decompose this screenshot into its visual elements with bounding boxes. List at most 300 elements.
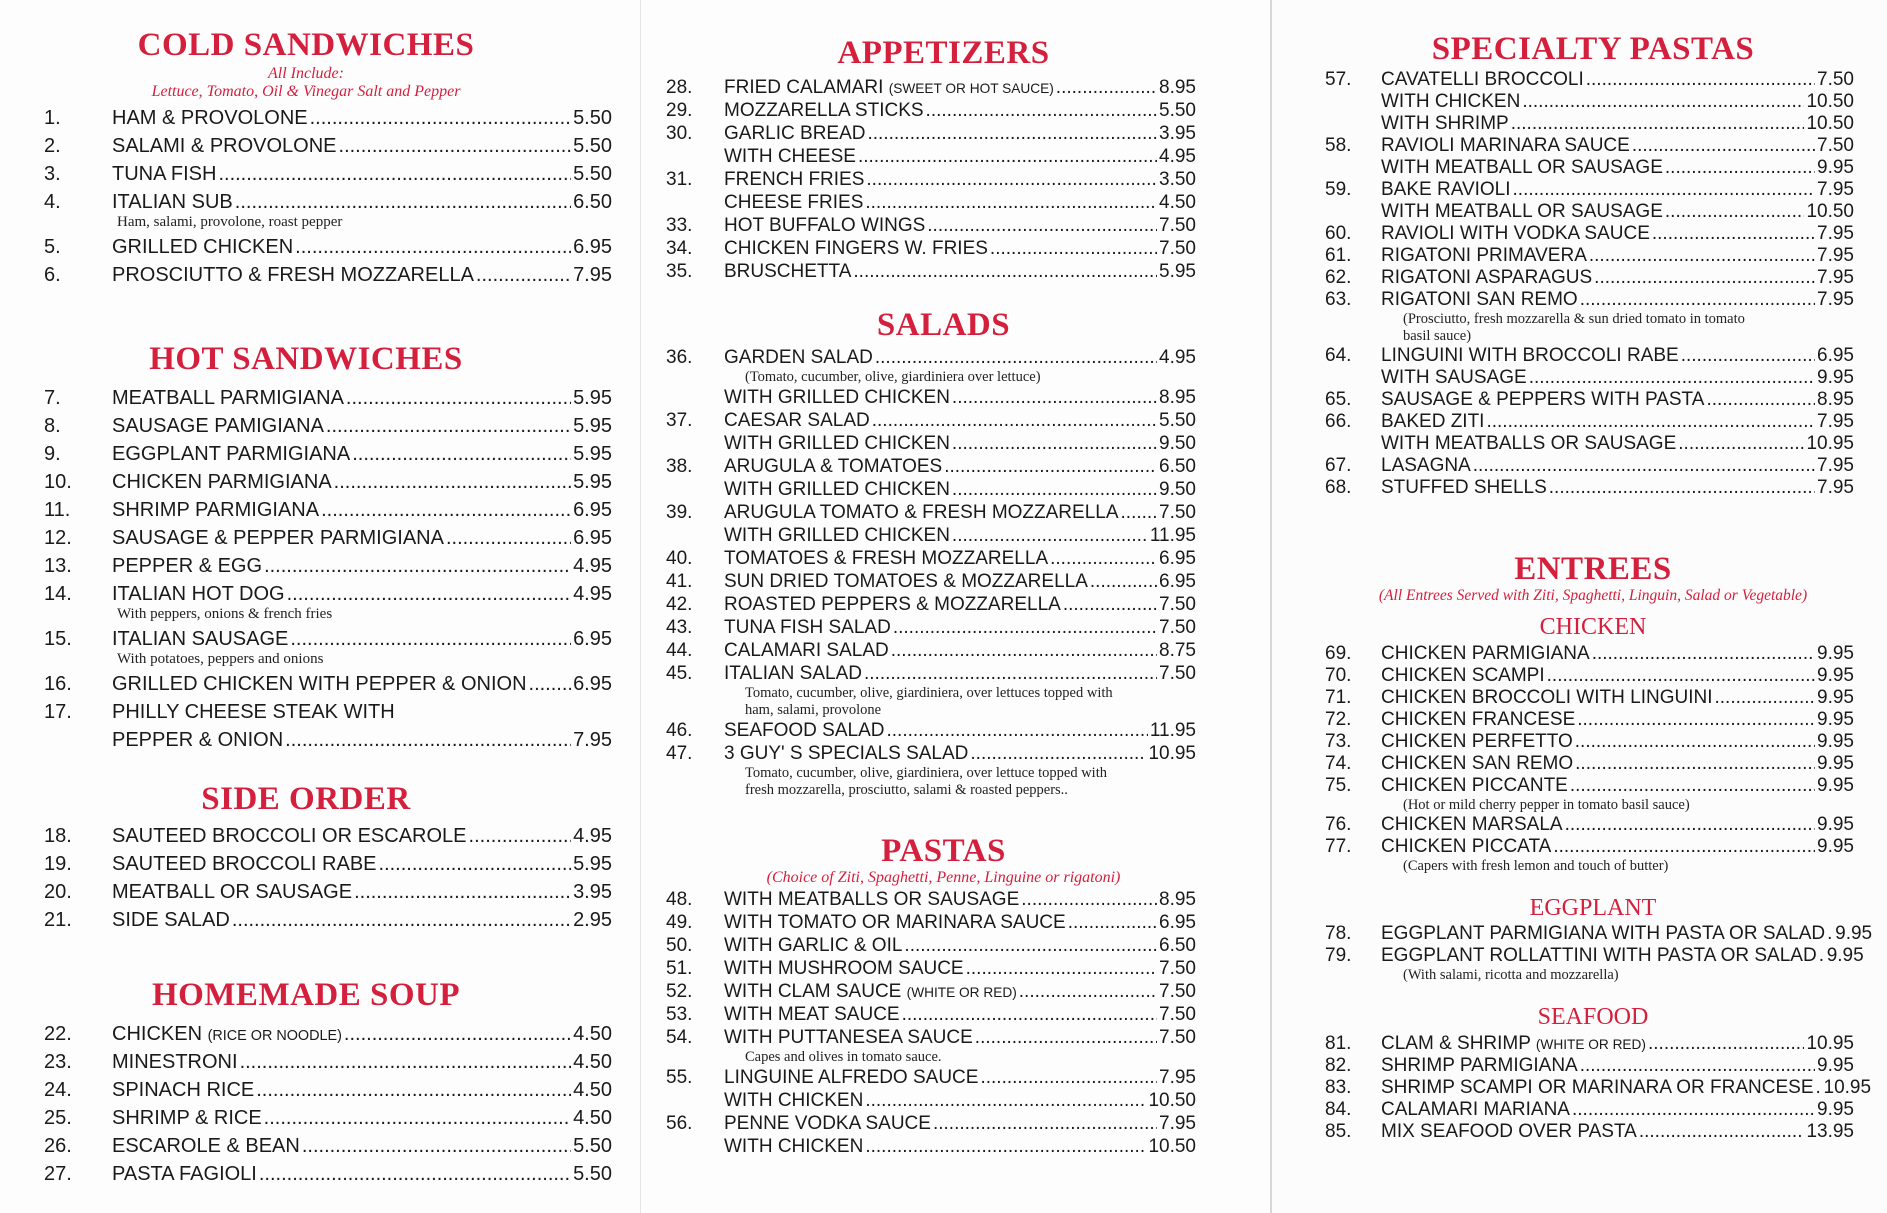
menu-item-row xyxy=(1272,345,1854,367)
menu-item-row xyxy=(1272,201,1854,223)
item-list xyxy=(641,347,1196,799)
menu-item-row xyxy=(0,673,612,696)
item-number: 23. xyxy=(44,1050,72,1073)
item-name xyxy=(1381,179,1511,201)
item-price: 9.50 xyxy=(1159,478,1196,500)
menu-item xyxy=(641,215,1196,237)
item-price: 5.50 xyxy=(573,1134,612,1157)
dot-leader xyxy=(1575,731,1815,753)
subcategory-seafood: SEAFOOD xyxy=(1537,1004,1649,1031)
item-number: 60. xyxy=(1325,222,1352,244)
item-name xyxy=(724,663,862,685)
item-description: (With salami, ricotta and mozzarella) xyxy=(1403,967,1619,984)
item-name-text: CHICKEN PARMIGIANA xyxy=(112,470,332,493)
item-number: 13. xyxy=(44,554,72,577)
item-name xyxy=(724,502,1119,524)
section-subtitle: (Choice of Ziti, Spaghetti, Penne, Linguine or rigatoni) xyxy=(766,868,1121,886)
dot-leader xyxy=(1577,709,1815,731)
item-name xyxy=(724,238,988,260)
dot-leader xyxy=(975,1027,1157,1049)
menu-item-row xyxy=(0,825,612,848)
item-number: 6. xyxy=(44,264,61,287)
item-description: fresh mozzarella, prosciutto, salami & roasted peppers.. xyxy=(745,781,1068,798)
menu-item xyxy=(1272,223,1854,245)
item-number: 85. xyxy=(1325,1120,1352,1142)
item-name xyxy=(1381,223,1650,245)
dot-leader xyxy=(865,1136,1146,1158)
item-price: 7.95 xyxy=(1817,266,1854,288)
item-name-text: WITH MEAT SAUCE xyxy=(724,1004,900,1026)
item-price: 10.50 xyxy=(1148,1136,1196,1158)
menu-item-row xyxy=(0,236,612,259)
menu-item-row xyxy=(1272,267,1854,289)
item-name-text: WITH CHICKEN xyxy=(1381,90,1521,112)
item-price: 7.95 xyxy=(1817,410,1854,432)
dot-leader xyxy=(865,1090,1146,1112)
menu-item xyxy=(0,415,612,438)
item-name xyxy=(1381,433,1676,455)
menu-item xyxy=(1272,367,1854,389)
item-list xyxy=(0,387,612,752)
item-name xyxy=(1381,113,1509,135)
menu-item xyxy=(641,347,1196,386)
item-name-text: CALAMARI SALAD xyxy=(724,639,889,661)
menu-item-row xyxy=(1272,665,1854,687)
item-price: 6.95 xyxy=(573,672,612,695)
item-number: 46. xyxy=(666,719,693,741)
item-name-text: SIDE SALAD xyxy=(112,908,230,931)
menu-item-row xyxy=(641,571,1196,593)
item-price: 11.95 xyxy=(1149,719,1196,741)
subcategory-eggplant: EGGPLANT xyxy=(1529,894,1657,921)
item-number: 34. xyxy=(666,237,693,259)
menu-item-row xyxy=(1272,836,1854,858)
dot-leader xyxy=(1121,502,1158,524)
item-name-text: SUN DRIED TOMATOES & MOZZARELLA xyxy=(724,570,1088,592)
item-name-text: CAVATELLI BROCCOLI xyxy=(1381,68,1584,90)
section-title: HOT SANDWICHES xyxy=(149,341,463,377)
item-description: (Tomato, cucumber, olive, giardiniera over lettuce) xyxy=(745,368,1041,385)
menu-item-row xyxy=(0,583,612,606)
item-name xyxy=(724,410,870,432)
menu-item xyxy=(641,640,1196,662)
item-price: 7.95 xyxy=(1817,288,1854,310)
menu-item xyxy=(0,1051,612,1074)
item-price: 6.50 xyxy=(573,191,612,214)
item-description: Tomato, cucumber, olive, giardiniera, over lettuce topped with xyxy=(745,764,1107,781)
dot-leader xyxy=(927,215,1157,237)
item-price: 4.50 xyxy=(573,1022,612,1045)
menu-item xyxy=(0,443,612,466)
item-price: 7.50 xyxy=(1159,237,1196,259)
item-name-text: WITH MEATBALL OR SAUSAGE xyxy=(1381,200,1663,222)
item-name xyxy=(724,1067,978,1089)
item-name-text: LASAGNA xyxy=(1381,454,1471,476)
item-number: 53. xyxy=(666,1004,693,1026)
item-price: 10.95 xyxy=(1148,742,1196,764)
item-name-text: SAUSAGE & PEPPER PARMIGIANA xyxy=(112,526,444,549)
dot-leader xyxy=(256,1079,571,1102)
menu-item-row xyxy=(641,889,1196,911)
item-number: 44. xyxy=(666,639,693,661)
item-price: 3.95 xyxy=(573,880,612,903)
menu-item-row xyxy=(641,410,1196,432)
item-name-text: CALAMARI MARIANA xyxy=(1381,1098,1570,1120)
dot-leader xyxy=(1665,157,1815,179)
item-name xyxy=(1381,455,1471,477)
item-name-text: ESCAROLE & BEAN xyxy=(112,1134,300,1157)
menu-item xyxy=(0,527,612,550)
dot-leader xyxy=(944,456,1157,478)
dot-leader xyxy=(1486,411,1815,433)
item-name xyxy=(112,909,230,932)
menu-item-row xyxy=(1272,455,1854,477)
dot-leader xyxy=(980,1067,1157,1089)
item-number: 31. xyxy=(666,168,693,190)
dot-leader xyxy=(1050,548,1157,570)
menu-item-row xyxy=(0,264,612,287)
item-price: 5.50 xyxy=(1159,409,1196,431)
dot-leader xyxy=(864,663,1157,685)
item-name-text: WITH GRILLED CHICKEN xyxy=(724,386,950,408)
item-price: 9.95 xyxy=(1817,1098,1854,1120)
menu-item xyxy=(641,617,1196,639)
menu-item xyxy=(0,853,612,876)
item-price: 6.95 xyxy=(1159,912,1196,934)
dot-leader xyxy=(285,729,571,752)
item-price: 6.95 xyxy=(573,498,612,521)
menu-item-row xyxy=(641,548,1196,570)
menu-item-row xyxy=(641,1004,1196,1026)
menu-item-row xyxy=(1272,1076,1872,1099)
item-name-text: CHICKEN SCAMPI xyxy=(1381,664,1545,686)
item-price: 8.95 xyxy=(1159,76,1196,98)
dot-leader xyxy=(295,236,571,259)
item-name-text: RIGATONI SAN REMO xyxy=(1381,288,1578,310)
menu-item xyxy=(1272,775,1854,814)
item-name-text: LINGUINE ALFREDO SAUCE xyxy=(724,1067,979,1089)
item-description: Tomato, cucumber, olive, giardiniera, over lettuces topped with xyxy=(745,684,1113,701)
menu-item xyxy=(1272,1076,1872,1099)
item-list xyxy=(0,825,612,932)
menu-item-row xyxy=(641,387,1196,409)
item-name xyxy=(1381,135,1630,157)
item-number: 56. xyxy=(666,1113,693,1135)
item-price: 6.50 xyxy=(1159,455,1196,477)
dot-leader xyxy=(872,410,1157,432)
dot-leader xyxy=(1529,367,1815,389)
item-name-text: PASTA FAGIOLI xyxy=(112,1162,257,1185)
menu-item-row xyxy=(1272,367,1854,389)
item-name-text: SAUSAGE PAMIGIANA xyxy=(112,414,324,437)
menu-item xyxy=(1272,731,1854,753)
item-name-text: WITH MEATBALLS OR SAUSAGE xyxy=(724,889,1020,911)
item-name-text: EGGPLANT PARMIGIANA xyxy=(112,442,351,465)
menu-item xyxy=(641,1113,1196,1135)
item-price: 7.50 xyxy=(1817,68,1854,90)
menu-item-row xyxy=(641,981,1196,1003)
item-price: 7.50 xyxy=(1159,1027,1196,1049)
item-price: 9.95 xyxy=(1826,945,1864,967)
dot-leader xyxy=(1553,836,1815,858)
dot-leader xyxy=(264,1107,571,1130)
item-price: 4.95 xyxy=(1159,145,1196,167)
item-description: (Prosciutto, fresh mozzarella & sun dried tomato in tomato xyxy=(1403,310,1745,327)
menu-item-row xyxy=(641,912,1196,934)
item-number: 40. xyxy=(666,547,693,569)
menu-item xyxy=(0,191,612,231)
item-price: 7.95 xyxy=(1817,222,1854,244)
item-name-text: ARUGULA TOMATO & FRESH MOZZARELLA xyxy=(724,501,1119,523)
menu-item xyxy=(641,571,1196,593)
item-price: 10.95 xyxy=(1823,1076,1872,1098)
item-name-text: CLAM & SHRIMP xyxy=(1381,1032,1531,1054)
item-price: 4.50 xyxy=(573,1078,612,1101)
item-name-text: CHICKEN FRANCESE xyxy=(1381,708,1576,730)
menu-item xyxy=(0,471,612,494)
item-name xyxy=(1381,775,1568,797)
item-name-text: SPINACH RICE xyxy=(112,1078,255,1101)
dot-leader xyxy=(1827,923,1833,945)
menu-item-row xyxy=(0,1023,612,1046)
dot-leader xyxy=(1678,433,1804,455)
item-name xyxy=(1381,289,1578,311)
menu-item xyxy=(1272,179,1854,201)
item-number: 83. xyxy=(1325,1076,1352,1098)
dot-leader xyxy=(1580,289,1815,311)
menu-item xyxy=(0,1163,612,1186)
item-description: With peppers, onions & french fries xyxy=(117,605,333,622)
item-name xyxy=(112,443,350,466)
item-price: 5.95 xyxy=(573,470,612,493)
item-name xyxy=(1381,389,1704,411)
menu-item-row xyxy=(1272,1121,1854,1143)
item-name xyxy=(724,261,851,283)
item-name-text: CHICKEN PICCATA xyxy=(1381,835,1552,857)
item-name xyxy=(724,1113,931,1135)
menu-item-row xyxy=(641,1136,1196,1158)
menu-item xyxy=(0,1135,612,1158)
item-name-text: CHICKEN PARMIGIANA xyxy=(1381,642,1590,664)
menu-item-row xyxy=(1272,753,1854,775)
menu-item xyxy=(641,935,1196,957)
dot-leader xyxy=(334,471,571,494)
menu-item-row xyxy=(641,1113,1196,1135)
item-number: 51. xyxy=(666,958,693,980)
menu-item-row xyxy=(641,77,1196,99)
menu-item-row xyxy=(0,415,612,438)
item-name xyxy=(724,594,1061,616)
item-number: 12. xyxy=(44,526,72,549)
menu-item xyxy=(641,548,1196,570)
item-number: 30. xyxy=(666,122,693,144)
menu-item-row xyxy=(641,146,1196,168)
item-name xyxy=(112,701,395,724)
item-description: ham, salami, provolone xyxy=(745,701,882,718)
menu-item xyxy=(641,502,1196,524)
item-price: 3.95 xyxy=(1159,122,1196,144)
menu-item-row xyxy=(641,261,1196,283)
item-name xyxy=(112,264,474,287)
item-number: 81. xyxy=(1325,1032,1352,1054)
item-number: 17. xyxy=(44,700,72,723)
item-name-text: CHICKEN PICCANTE xyxy=(1381,774,1568,796)
item-name xyxy=(112,499,319,522)
dot-leader xyxy=(1549,477,1815,499)
item-number: 47. xyxy=(666,742,693,764)
item-name-text: CHICKEN MARSALA xyxy=(1381,813,1563,835)
item-number: 39. xyxy=(666,501,693,523)
menu-item-row xyxy=(0,471,612,494)
item-name-text: SHRIMP & RICE xyxy=(112,1106,262,1129)
menu-item xyxy=(1272,836,1854,875)
item-price: 7.95 xyxy=(573,264,612,287)
dot-leader xyxy=(310,107,571,130)
menu-item xyxy=(641,433,1196,455)
section-title: SPECIALTY PASTAS xyxy=(1431,31,1755,67)
item-name-text: RAVIOLI WITH VODKA SAUCE xyxy=(1381,222,1650,244)
menu-item xyxy=(1272,245,1854,267)
item-name-text: WITH CHEESE xyxy=(724,145,856,167)
menu-item-row xyxy=(0,853,612,876)
item-name xyxy=(724,981,1017,1003)
dot-leader xyxy=(1513,179,1815,201)
item-name xyxy=(1381,1099,1570,1121)
item-name-text: ROASTED PEPPERS & MOZZARELLA xyxy=(724,593,1061,615)
dot-leader xyxy=(1056,77,1157,99)
item-name-text: STUFFED SHELLS xyxy=(1381,476,1547,498)
dot-leader xyxy=(902,1004,1157,1026)
item-name xyxy=(724,387,950,409)
section-salads xyxy=(641,308,1196,800)
item-number: 24. xyxy=(44,1078,72,1101)
dot-leader xyxy=(891,640,1157,662)
dot-leader xyxy=(259,1163,571,1186)
item-name xyxy=(1381,1077,1814,1099)
item-number: 26. xyxy=(44,1134,72,1157)
menu-item xyxy=(0,1079,612,1102)
menu-item xyxy=(641,1004,1196,1026)
section-pastas xyxy=(641,834,1196,1159)
item-name-text: ITALIAN HOT DOG xyxy=(112,582,285,605)
menu-item-row xyxy=(641,347,1196,369)
item-price: 11.95 xyxy=(1149,524,1196,546)
menu-item-row xyxy=(1272,91,1854,113)
item-name xyxy=(724,456,942,478)
item-number: 45. xyxy=(666,662,693,684)
item-number: 49. xyxy=(666,912,693,934)
item-name xyxy=(112,1023,342,1046)
dot-leader xyxy=(287,583,571,606)
section-appetizers xyxy=(641,36,1196,284)
item-price: 6.95 xyxy=(1817,344,1854,366)
item-number: 65. xyxy=(1325,388,1352,410)
menu-item-row xyxy=(1272,477,1854,499)
item-name xyxy=(112,1163,257,1186)
item-name xyxy=(724,525,950,547)
item-name xyxy=(1381,411,1484,433)
item-name xyxy=(724,640,889,662)
dot-leader xyxy=(339,135,572,158)
item-name-text: SHRIMP PARMIGIANA xyxy=(1381,1054,1578,1076)
item-price: 8.95 xyxy=(1817,388,1854,410)
menu-item-row xyxy=(0,1079,612,1102)
item-name xyxy=(724,123,865,145)
item-name-text: SHRIMP PARMIGIANA xyxy=(112,498,320,521)
dot-leader xyxy=(346,387,571,410)
menu-item-row xyxy=(641,100,1196,122)
item-name xyxy=(112,628,288,651)
item-name-text: MEATBALL PARMIGIANA xyxy=(112,386,344,409)
item-name-text: RAVIOLI MARINARA SAUCE xyxy=(1381,134,1630,156)
item-price: 8.95 xyxy=(1159,889,1196,911)
item-number: 69. xyxy=(1325,642,1352,664)
menu-item xyxy=(0,729,612,752)
item-price: 5.50 xyxy=(573,163,612,186)
item-name-text: MEATBALL OR SAUSAGE xyxy=(112,880,353,903)
menu-item-row xyxy=(641,594,1196,616)
item-price: 9.95 xyxy=(1817,642,1854,664)
menu-item xyxy=(641,261,1196,283)
dot-leader xyxy=(379,853,572,876)
item-number: 7. xyxy=(44,386,61,409)
item-price: 9.95 xyxy=(1817,156,1854,178)
item-number: 59. xyxy=(1325,178,1352,200)
menu-item xyxy=(641,479,1196,501)
item-name-text: BAKE RAVIOLI xyxy=(1381,178,1511,200)
item-name-text: SEAFOOD SALAD xyxy=(724,719,885,741)
item-number: 21. xyxy=(44,908,72,931)
item-number: 41. xyxy=(666,570,693,592)
dot-leader xyxy=(290,628,571,651)
dot-leader xyxy=(476,264,571,287)
dot-leader xyxy=(1639,1121,1805,1143)
menu-item-row xyxy=(641,720,1196,742)
item-name-text: LINGUINI WITH BROCCOLI RABE xyxy=(1381,344,1679,366)
menu-item xyxy=(0,555,612,578)
item-price: 9.95 xyxy=(1817,664,1854,686)
dot-leader xyxy=(469,825,572,848)
item-name xyxy=(112,583,285,606)
dot-leader xyxy=(853,261,1157,283)
item-name xyxy=(724,1027,973,1049)
item-price: 13.95 xyxy=(1806,1120,1854,1142)
menu-item xyxy=(0,909,612,932)
item-description: (Capers with fresh lemon and touch of butter) xyxy=(1403,857,1669,874)
item-price: 5.50 xyxy=(573,135,612,158)
item-name-text: ITALIAN SAUSAGE xyxy=(112,627,289,650)
item-name xyxy=(112,1079,254,1102)
item-number: 54. xyxy=(666,1027,693,1049)
item-number: 8. xyxy=(44,414,61,437)
item-name xyxy=(1381,836,1551,858)
item-name xyxy=(724,215,925,237)
dot-leader xyxy=(990,238,1157,260)
menu-item-row xyxy=(641,958,1196,980)
item-price: 8.75 xyxy=(1159,639,1196,661)
item-price: 7.95 xyxy=(573,728,612,751)
item-name-text: HAM & PROVOLONE xyxy=(112,107,308,130)
item-number: 22. xyxy=(44,1022,72,1045)
item-name-text: WITH MUSHROOM SAUCE xyxy=(724,958,964,980)
item-number: 4. xyxy=(44,191,61,214)
dot-leader xyxy=(1586,69,1815,91)
menu-item-row xyxy=(1272,179,1854,201)
item-name xyxy=(112,471,332,494)
section-title: APPETIZERS xyxy=(837,35,1050,71)
item-number: 3. xyxy=(44,163,61,186)
item-name-text: WITH GRILLED CHICKEN xyxy=(724,524,950,546)
